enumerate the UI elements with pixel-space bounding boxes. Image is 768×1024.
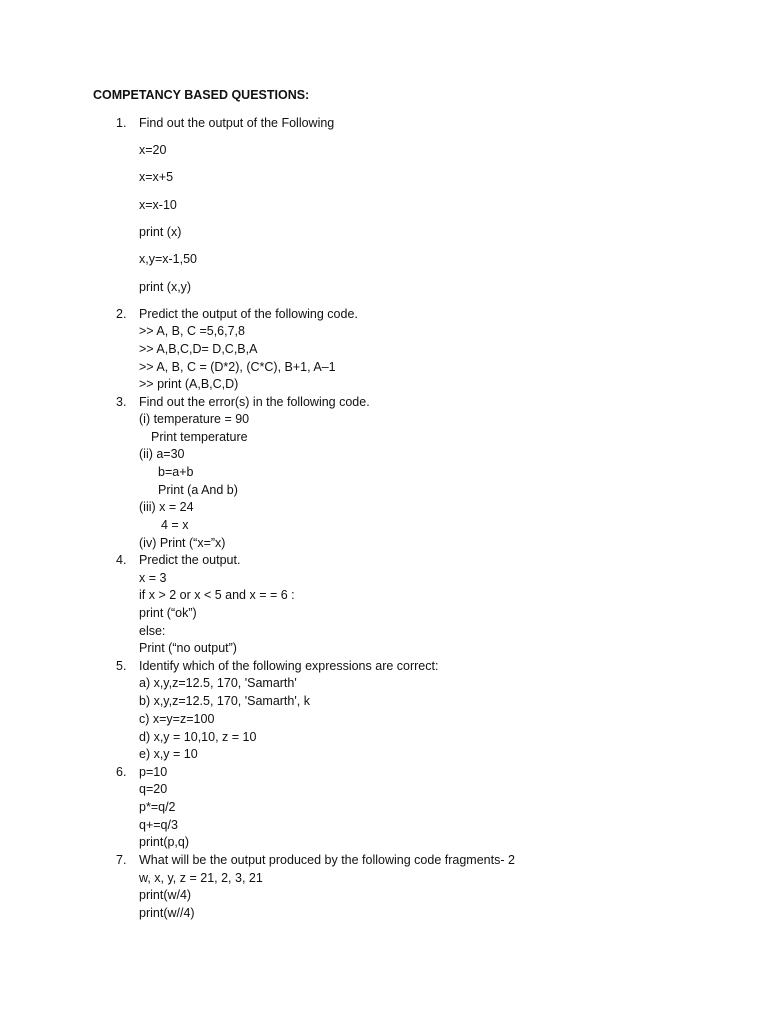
- page-heading: COMPETANCY BASED QUESTIONS:: [93, 88, 310, 102]
- code-line: q=20: [139, 782, 168, 796]
- code-line: print(w/4): [139, 888, 192, 902]
- code-line: x=x-10: [139, 198, 177, 212]
- question-3-prompt: Find out the error(s) in the following code.: [139, 395, 370, 409]
- code-line: 4 = x: [161, 518, 189, 532]
- question-2-prompt: Predict the output of the following code.: [139, 307, 358, 321]
- question-7-prompt: What will be the output produced by the following code fragments- 2: [139, 853, 515, 867]
- question-7-number: 7.: [116, 853, 127, 867]
- code-line: (iii) x = 24: [139, 500, 194, 514]
- question-4-prompt: Predict the output.: [139, 553, 241, 567]
- option-line: e) x,y = 10: [139, 747, 198, 761]
- code-line: x = 3: [139, 571, 167, 585]
- code-line: w, x, y, z = 21, 2, 3, 21: [139, 871, 263, 885]
- code-line: x=20: [139, 143, 167, 157]
- code-line: Print (“no output”): [139, 641, 237, 655]
- code-line: print (x,y): [139, 280, 192, 294]
- code-line: q+=q/3: [139, 818, 178, 832]
- question-1-prompt: Find out the output of the Following: [139, 116, 335, 130]
- code-line: if x > 2 or x < 5 and x = = 6 :: [139, 588, 295, 602]
- code-line: Print (a And b): [158, 483, 238, 497]
- option-line: c) x=y=z=100: [139, 712, 215, 726]
- code-line: p*=q/2: [139, 800, 176, 814]
- code-line: print (“ok”): [139, 606, 197, 620]
- code-line: else:: [139, 624, 166, 638]
- code-line: >> A,B,C,D= D,C,B,A: [139, 342, 258, 356]
- question-3-number: 3.: [116, 395, 127, 409]
- option-line: a) x,y,z=12.5, 170, 'Samarth': [139, 676, 297, 690]
- code-line: x,y=x-1,50: [139, 252, 198, 266]
- code-line: >> A, B, C = (D*2), (C*C), B+1, A–1: [139, 360, 336, 374]
- code-line: print(p,q): [139, 835, 190, 849]
- code-line: p=10: [139, 765, 168, 779]
- question-5-number: 5.: [116, 659, 127, 673]
- code-line: x=x+5: [139, 170, 174, 184]
- option-line: b) x,y,z=12.5, 170, 'Samarth', k: [139, 694, 310, 708]
- code-line: (iv) Print (“x=”x): [139, 536, 226, 550]
- question-2-number: 2.: [116, 307, 127, 321]
- code-line: (ii) a=30: [139, 447, 185, 461]
- code-line: Print temperature: [151, 430, 248, 444]
- code-line: >> A, B, C =5,6,7,8: [139, 324, 245, 338]
- code-line: print (x): [139, 225, 182, 239]
- code-line: (i) temperature = 90: [139, 412, 250, 426]
- code-line: b=a+b: [158, 465, 194, 479]
- question-4-number: 4.: [116, 553, 127, 567]
- code-line: print(w//4): [139, 906, 195, 920]
- question-1-number: 1.: [116, 116, 127, 130]
- question-6-number: 6.: [116, 765, 127, 779]
- code-line: >> print (A,B,C,D): [139, 377, 239, 391]
- question-5-prompt: Identify which of the following expressions are correct:: [139, 659, 439, 673]
- option-line: d) x,y = 10,10, z = 10: [139, 730, 257, 744]
